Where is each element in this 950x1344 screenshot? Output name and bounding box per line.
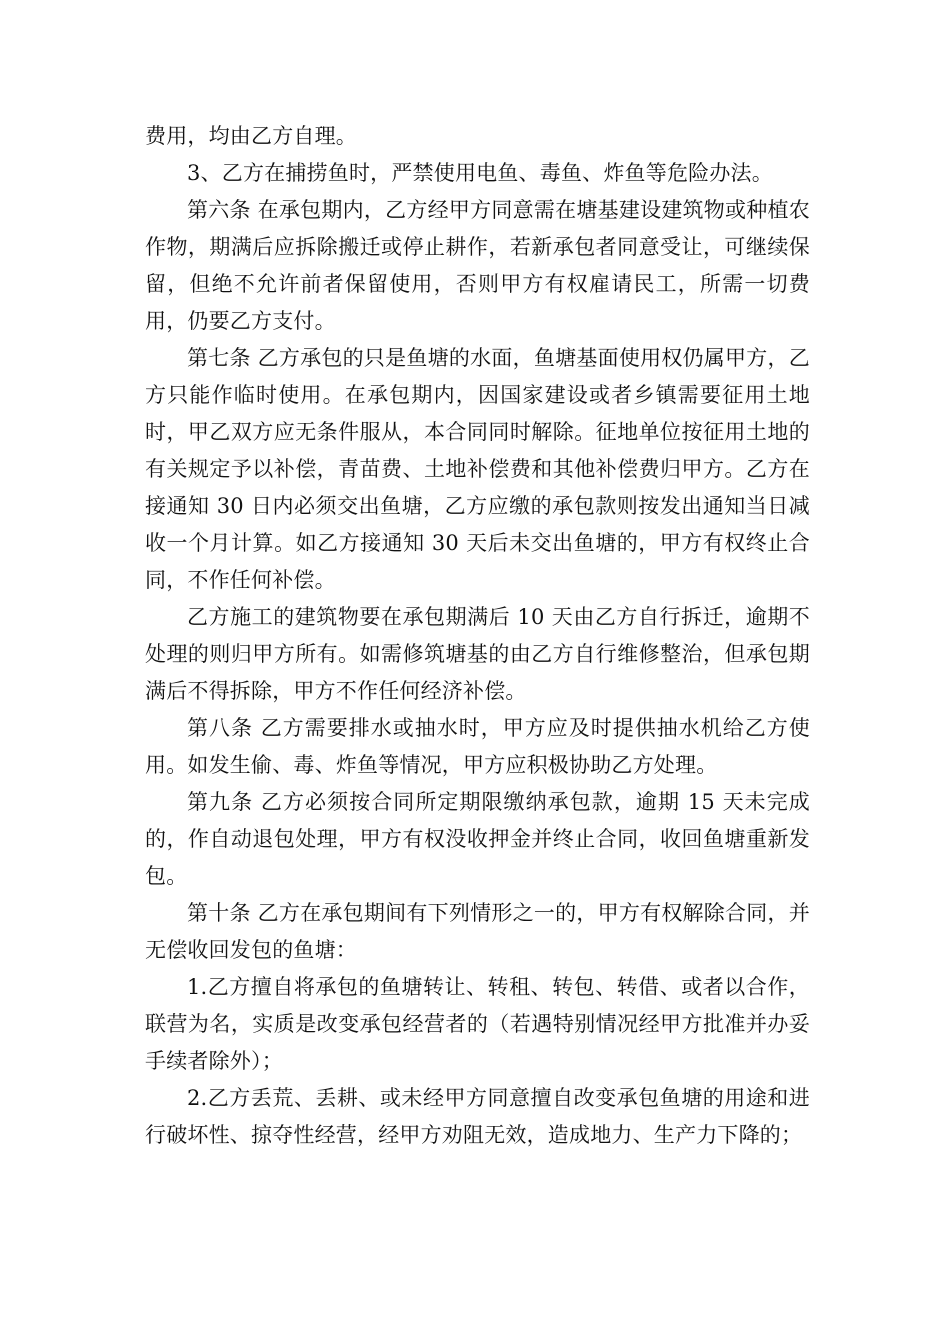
paragraph-article-10: 第十条 乙方在承包期间有下列情形之一的，甲方有权解除合同，并无偿收回发包的鱼塘： (145, 901, 810, 962)
paragraph-article-8: 第八条 乙方需要排水或抽水时，甲方应及时提供抽水机给乙方使用。如发生偷、毒、炸鱼等情况，甲方应积极协助乙方处理。 (145, 716, 810, 777)
paragraph-item-3-fishing: 3、乙方在捕捞鱼时，严禁使用电鱼、毒鱼、炸鱼等危险办法。 (187, 161, 773, 185)
paragraph-fee-continuation: 费用，均由乙方自理。 (145, 124, 357, 148)
document-body (145, 118, 810, 1154)
paragraph-buildings-demolition: 乙方施工的建筑物要在承包期满后 10 天由乙方自行拆迁，逾期不处理的则归甲方所有。如需修筑塘基的由乙方自行维修整治，但承包期满后不得拆除，甲方不作任何经济补偿。 (145, 605, 810, 703)
paragraph-article-6: 第六条 在承包期内，乙方经甲方同意需在塘基建设建筑物或种植农作物，期满后应拆除搬迁或停止耕作，若新承包者同意受让，可继续保留，但绝不允许前者保留使用，否则甲方有权雇请民工，所需一切费用，仍要乙方支付。 (145, 198, 810, 333)
paragraph-article-10-item-2: 2.乙方丢荒、丢耕、或未经甲方同意擅自改变承包鱼塘的用途和进行破坏性、掠夺性经营，经甲方劝阻无效，造成地力、生产力下降的； (145, 1086, 810, 1147)
paragraph-article-7: 第七条 乙方承包的只是鱼塘的水面，鱼塘基面使用权仍属甲方，乙方只能作临时使用。在承包期内，因国家建设或者乡镇需要征用土地时，甲乙双方应无条件服从，本合同同时解除。征地单位按征用土地的有关规定予以补偿，青苗费、土地补偿费和其他补偿费归甲方。乙方在接通知 30 日内必须交出鱼塘，乙方应缴的承包款则按发出通知当日减收一个月计算。如乙方接通知 30 天后未交出鱼塘的，甲方有权终止合同，不作任何补偿。 (145, 346, 810, 592)
paragraph-article-10-item-1: 1.乙方擅自将承包的鱼塘转让、转租、转包、转借、或者以合作，联营为名，实质是改变承包经营者的（若遇特别情况经甲方批准并办妥手续者除外）； (145, 975, 810, 1073)
paragraph-article-9: 第九条 乙方必须按合同所定期限缴纳承包款，逾期 15 天未完成的，作自动退包处理，甲方有权没收押金并终止合同，收回鱼塘重新发包。 (145, 790, 810, 888)
